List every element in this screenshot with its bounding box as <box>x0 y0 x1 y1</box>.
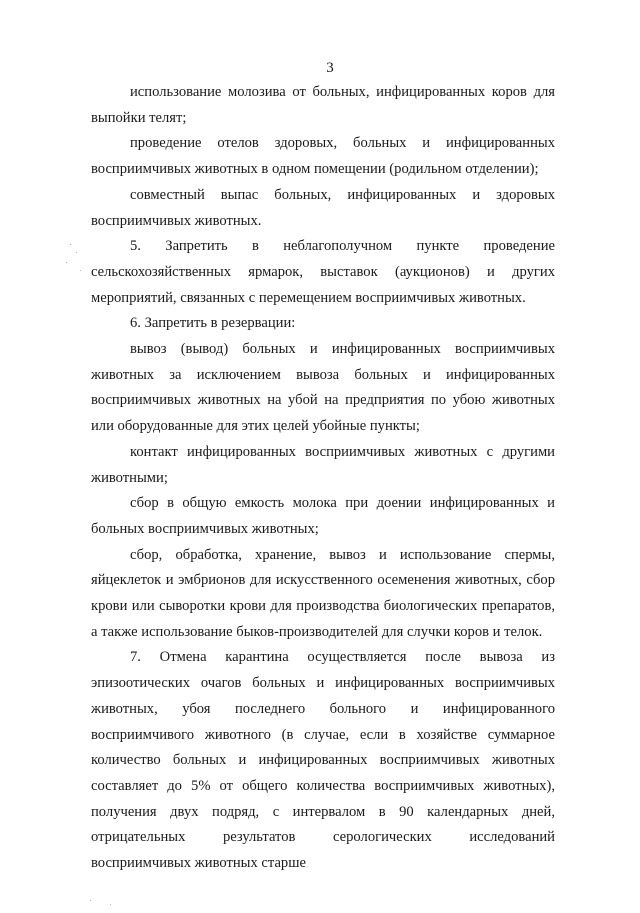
paragraph-item-6: 6. Запретить в резервации: <box>130 315 296 332</box>
paragraph-milk: сбор в общую емкость молока при доении инфицированных и больных восприимчивых животных; <box>91 495 555 537</box>
paragraph-item-7: 7. Отмена карантина осуществляется после вывоза из эпизоотических очагов больных и инфицированных восприимчивых животных, убоя последнего больного и инфицированного восприимчивого животного (в случае, если в хозяйстве суммарное количество больных и инфицированных восприимчивых животных составляет до 5% от общего количества восприимчивых животных), получения двух подряд, с интервалом в 90 календарных дней, отрицательных результатов серологических исследований восприимчивых животных старше <box>91 649 555 872</box>
paragraph-removal: вывоз (вывод) больных и инфицированных восприимчивых животных за исключением вывоза больных и инфицированных восприимчивых животных на убой на предприятия по убою животных или оборудованные для этих целей убойные пункты; <box>91 341 555 435</box>
paragraph-grazing: совместный выпас больных, инфицированных и здоровых восприимчивых животных. <box>91 186 555 229</box>
scan-speck <box>80 270 81 271</box>
paragraph-semen: сбор, обработка, хранение, вывоз и использование спермы, яйцеклеток и эмбрионов для искусственного осеменения животных, сбор крови или сыворотки крови для производства биологических препаратов, а также использование быков-производителей для случки коров и телок. <box>91 546 555 640</box>
scan-speck <box>76 252 77 253</box>
scan-speck <box>110 904 111 905</box>
paragraph-calving: проведение отелов здоровых, больных и инфицированных восприимчивых животных в одном помещении (родильном отделении); <box>91 135 555 178</box>
scan-speck <box>90 900 91 901</box>
document-body <box>91 80 555 877</box>
scan-speck <box>70 244 71 245</box>
paragraph-contact: контакт инфицированных восприимчивых животных с другими животными; <box>91 443 555 486</box>
page-number: 3 <box>326 60 334 76</box>
paragraph-colostrum: использование молозива от больных, инфицированных коров для выпойки телят; <box>91 84 555 126</box>
scan-speck <box>66 262 67 263</box>
paragraph-item-5: 5. Запретить в неблагополучном пункте проведение сельскохозяйственных ярмарок, выставок (аукционов) и других мероприятий, связанных с перемещением восприимчивых животных. <box>91 238 555 306</box>
